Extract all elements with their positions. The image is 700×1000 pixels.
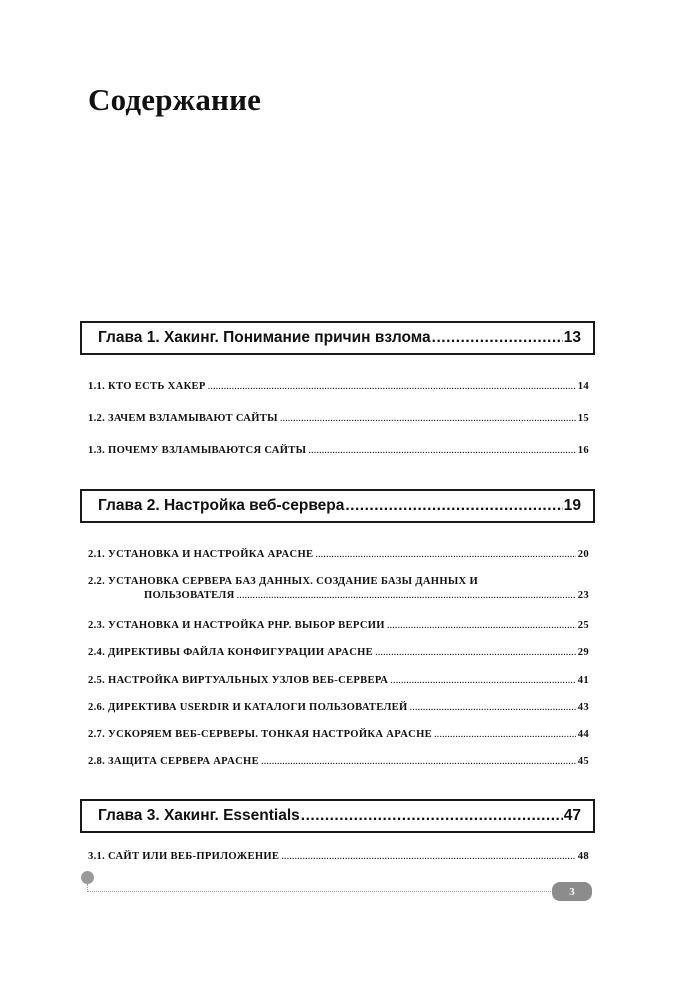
leader-dots (390, 674, 576, 688)
entry-page: 25 (577, 620, 589, 631)
chapter-title: Глава 2. Настройка веб-сервера (98, 497, 345, 514)
entry-title: 3.1. САЙТ ИЛИ ВЕБ-ПРИЛОЖЕНИЕ (88, 851, 280, 862)
entry-title: 2.8. ЗАЩИТА СЕРВЕРА APACHE (88, 756, 259, 767)
toc-entry-2-5[interactable] (88, 674, 589, 688)
leader-dots (410, 701, 576, 715)
leader-dots (375, 646, 576, 660)
entry-title: 2.5. НАСТРОЙКА ВИРТУАЛЬНЫХ УЗЛОВ ВЕБ-СЕРВЕРА (88, 675, 389, 686)
entry-title: 2.6. ДИРЕКТИВА USERDIR И КАТАЛОГИ ПОЛЬЗОВАТЕЛЕЙ (88, 702, 408, 713)
chapter-1-heading[interactable] (80, 321, 595, 355)
footer-marker-icon (81, 871, 94, 884)
entry-page: 29 (577, 647, 589, 658)
leader-dots (208, 380, 576, 394)
footer-divider (87, 891, 553, 892)
entry-title-continuation: ПОЛЬЗОВАТЕЛЯ (144, 590, 235, 601)
toc-entry-2-3[interactable] (88, 619, 589, 633)
leader-dots (432, 329, 563, 347)
entry-page: 23 (577, 590, 589, 601)
toc-entry-2-1[interactable] (88, 548, 589, 562)
entry-page: 44 (577, 729, 589, 740)
entry-title: 2.3. УСТАНОВКА И НАСТРОЙКА PHP. ВЫБОР ВЕРСИИ (88, 620, 385, 631)
toc-entry-3-1[interactable] (88, 850, 589, 864)
toc-entry-1-3[interactable] (88, 444, 589, 458)
leader-dots (281, 850, 576, 864)
chapter-title: Глава 3. Хакинг. Essentials (98, 807, 300, 824)
entry-page: 43 (577, 702, 589, 713)
toc-entry-1-2[interactable] (88, 412, 589, 426)
entry-title: 2.2. УСТАНОВКА СЕРВЕРА БАЗ ДАННЫХ. СОЗДАНИЕ БАЗЫ ДАННЫХ И (88, 576, 478, 587)
toc-entry-2-4[interactable] (88, 646, 589, 660)
entry-title: 2.7. УСКОРЯЕМ ВЕБ-СЕРВЕРЫ. ТОНКАЯ НАСТРОЙКА APACHE (88, 729, 433, 740)
entry-page: 41 (577, 675, 589, 686)
leader-dots (301, 807, 563, 825)
entry-title: 1.2. ЗАЧЕМ ВЗЛАМЫВАЮТ САЙТЫ (88, 413, 278, 424)
entry-title: 2.1. УСТАНОВКА И НАСТРОЙКА APACHE (88, 549, 314, 560)
leader-dots (387, 619, 576, 633)
entry-page: 48 (577, 851, 589, 862)
chapter-page: 13 (563, 329, 581, 346)
toc-entry-2-8[interactable] (88, 755, 589, 769)
page-number-badge: 3 (552, 882, 592, 901)
entry-title: 1.3. ПОЧЕМУ ВЗЛАМЫВАЮТСЯ САЙТЫ (88, 445, 307, 456)
toc-entry-2-6[interactable] (88, 701, 589, 715)
page-title: Содержание (88, 82, 262, 117)
toc-entry-1-1[interactable] (88, 380, 589, 394)
leader-dots (280, 412, 576, 426)
toc-entry-2-7[interactable] (88, 728, 589, 742)
chapter-page: 19 (563, 497, 581, 514)
chapter-page: 47 (563, 807, 581, 824)
entry-title: 2.4. ДИРЕКТИВЫ ФАЙЛА КОНФИГУРАЦИИ APACHE (88, 647, 374, 658)
leader-dots (308, 444, 575, 458)
leader-dots (315, 548, 575, 562)
leader-dots (261, 755, 576, 769)
chapter-2-heading[interactable] (80, 489, 595, 523)
entry-page: 14 (577, 381, 589, 392)
leader-dots (434, 728, 576, 742)
entry-page: 15 (577, 413, 589, 424)
toc-entry-2-2[interactable] (88, 575, 589, 603)
entry-page: 16 (577, 445, 589, 456)
entry-title: 1.1. КТО ЕСТЬ ХАКЕР (88, 381, 206, 392)
chapter-3-heading[interactable] (80, 799, 595, 833)
chapter-title: Глава 1. Хакинг. Понимание причин взлома (98, 329, 431, 346)
entry-page: 20 (577, 549, 589, 560)
entry-page: 45 (577, 756, 589, 767)
leader-dots (345, 497, 562, 515)
leader-dots (237, 589, 576, 603)
